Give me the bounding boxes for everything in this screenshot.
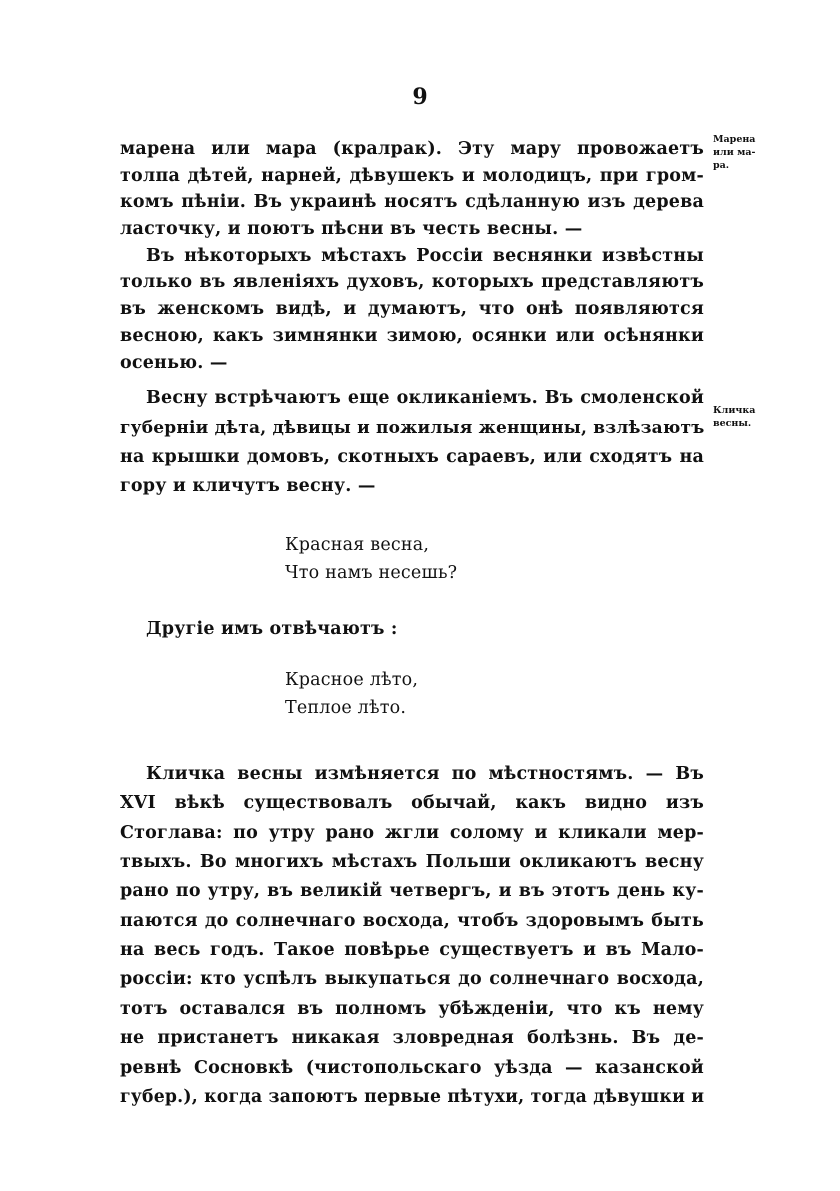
margin-note-line: Кличка <box>713 405 756 416</box>
text-line: Весну встрѣчаютъ еще окликаніемъ. Въ смоленской <box>146 388 704 409</box>
verse-answer <box>285 666 704 722</box>
paragraph-klichka <box>120 760 704 1113</box>
text-line: россіи: кто успѣлъ выкупаться до солнечнаго восхода, <box>120 969 704 990</box>
text-line: губер.), когда запоютъ первые пѣтухи, тогда дѣвушки и <box>120 1087 705 1108</box>
text-line: твыхъ. Во многихъ мѣстахъ Польши окликаютъ весну <box>120 851 704 872</box>
paragraph-marena <box>120 136 704 376</box>
text-line: Кличка весны измѣняется по мѣстностямъ. — Въ <box>146 763 704 784</box>
text-line: комъ пѣніи. Въ украинѣ носятъ сдѣланную изъ дерева <box>120 192 704 213</box>
margin-note-line: ра. <box>713 160 730 171</box>
verse-line: Что намъ несешь? <box>285 562 458 583</box>
text-line: Другіе имъ отвѣчаютъ : <box>146 618 398 639</box>
text-line: марена или мара (кралрак). Эту мару провожаетъ <box>120 139 704 159</box>
verse-question <box>285 531 704 587</box>
margin-note-klichka <box>713 404 773 430</box>
text-line: на крышки домовъ, скотныхъ сараевъ, или сходятъ на <box>120 446 704 467</box>
text-line: на весь годъ. Такое повѣрье существуетъ и въ Мало- <box>120 940 704 961</box>
text-line: ревнѣ Сосновкѣ (чистопольскаго уѣзда — казанской <box>120 1057 704 1078</box>
text-line: тотъ оставался въ полномъ убѣжденіи, что къ нему <box>120 998 704 1019</box>
margin-note-line: весны. <box>713 418 752 429</box>
verse-line: Красная весна, <box>285 534 430 555</box>
margin-note-line: или ма- <box>713 147 756 158</box>
text-line: толпа дѣтей, нарней, дѣвушекъ и молодицъ, при гром- <box>120 165 704 186</box>
text-line: XVI вѣкѣ существовалъ обычай, какъ видно изъ <box>120 793 704 814</box>
page-body <box>120 136 704 1112</box>
text-line: въ женскомъ видѣ, и думаютъ, что онѣ появляются <box>120 299 704 320</box>
text-line: рано по утру, въ великій четвергъ, и въ этотъ день ку- <box>120 881 704 902</box>
text-line: весною, какъ зимнянки зимою, осянки или осѣнянки <box>120 325 704 346</box>
text-line: не пристанетъ никакая зловредная болѣзнь. Въ де- <box>120 1028 704 1049</box>
margin-note-line: Марена <box>713 134 756 145</box>
text-line: паются до солнечнаго восхода, чтобъ здоровымъ быть <box>120 910 704 931</box>
text-line: ласточку, и поютъ пѣсни въ честь весны. — <box>120 219 583 240</box>
text-line: гору и кличутъ весну. — <box>120 476 376 497</box>
page-number: 9 <box>412 84 428 110</box>
text-line: осенью. — <box>120 352 228 373</box>
text-line: только въ явленіяхъ духовъ, которыхъ представляютъ <box>120 272 704 293</box>
text-line: губерніи дѣта, дѣвицы и пожилыя женщины, взлѣзаютъ <box>120 417 705 438</box>
verse-line: Красное лѣто, <box>285 669 419 690</box>
verse-intro <box>120 615 704 643</box>
verse-line: Теплое лѣто. <box>285 697 407 718</box>
text-line: Стоглава: по утру рано жгли солому и кликали мер- <box>120 822 704 843</box>
margin-note-marena <box>713 133 773 172</box>
text-line: Въ нѣкоторыхъ мѣстахъ Россіи веснянки извѣстны <box>146 245 704 266</box>
paragraph-okliканie <box>120 384 704 502</box>
